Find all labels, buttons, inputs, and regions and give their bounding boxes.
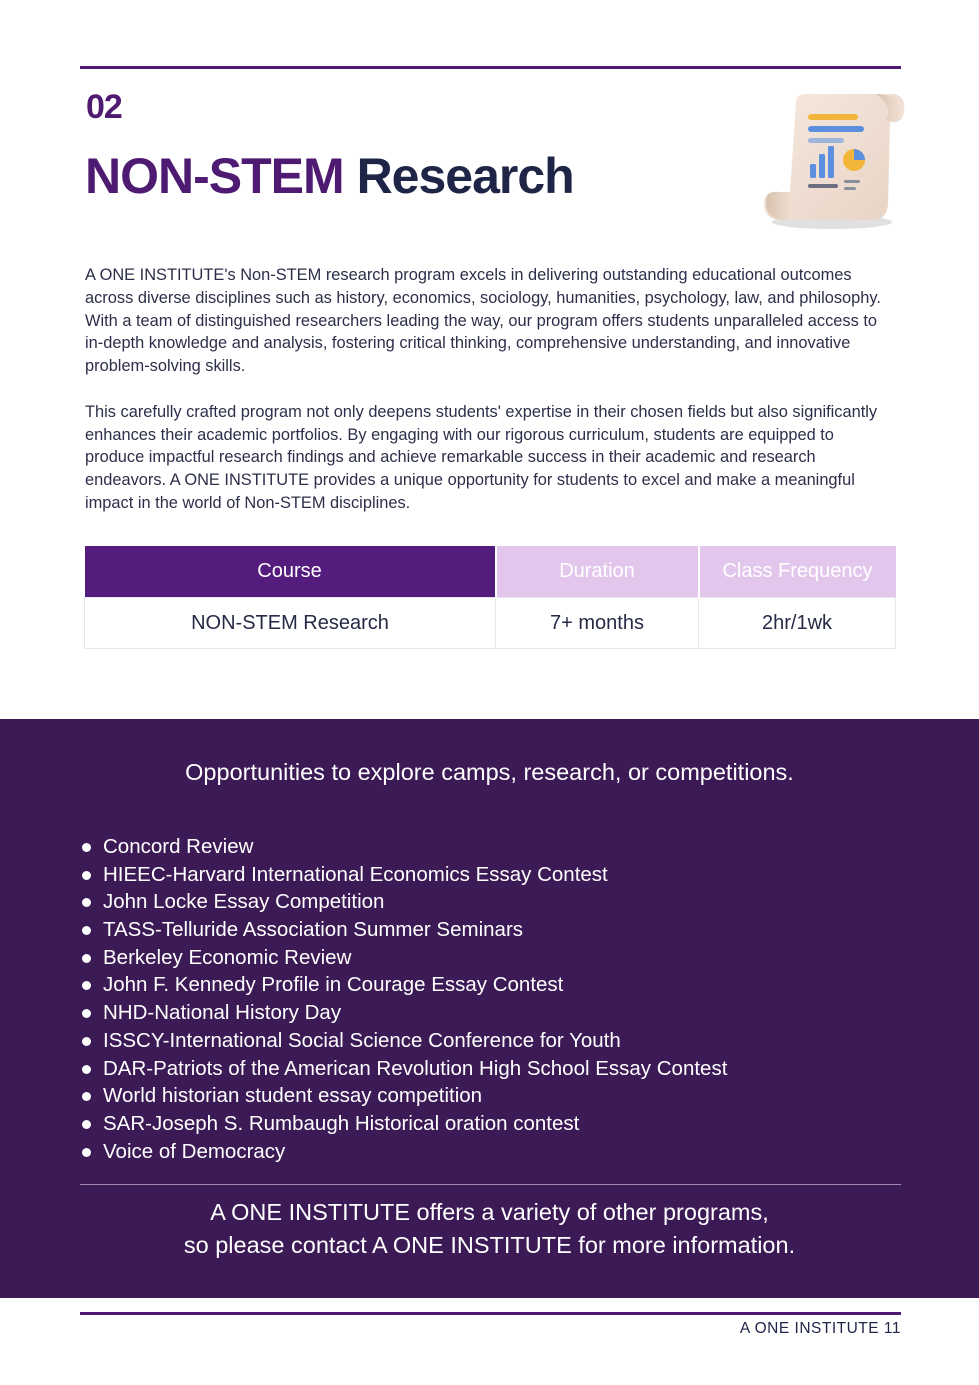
bullet-icon — [82, 1009, 91, 1018]
list-item — [80, 1027, 727, 1055]
list-item — [80, 1138, 727, 1166]
list-item-label: John F. Kennedy Profile in Courage Essay Contest — [103, 973, 564, 997]
bullet-icon — [82, 954, 91, 963]
page-title-accent: NON-STEM — [85, 148, 344, 204]
list-item — [80, 999, 727, 1027]
list-item — [80, 1110, 727, 1138]
bullet-icon — [82, 981, 91, 990]
page-footer-label: A ONE INSTITUTE 11 — [739, 1320, 901, 1337]
list-item — [80, 944, 727, 972]
list-item-label: DAR-Patriots of the American Revolution High School Essay Contest — [103, 1056, 728, 1080]
list-item — [80, 888, 727, 916]
cell-class-frequency: 2hr/1wk — [699, 598, 896, 649]
bullet-icon — [82, 1148, 91, 1157]
list-item — [80, 971, 727, 999]
list-item-label: Berkeley Economic Review — [103, 945, 352, 969]
cell-duration: 7+ months — [496, 598, 699, 649]
bullet-icon — [82, 1120, 91, 1129]
intro-paragraph-1: A ONE INSTITUTE's Non-STEM research program excels in delivering outstanding educational outcomes across diverse disciplines such as history, economics, sociology, humanities, psychology, law, and philosophy. With a team of distinguished researchers leading the way, our program offers students unparalleled access to in-depth knowledge and analysis, fostering critical thinking, comprehensive understanding, and innovative problem-solving skills. — [85, 266, 881, 376]
list-item-label: TASS-Telluride Association Summer Seminars — [103, 918, 524, 942]
list-item-label: HIEEC-Harvard International Economics Essay Contest — [103, 862, 608, 886]
report-scroll-icon — [756, 92, 908, 232]
list-item-label: John Locke Essay Competition — [103, 890, 385, 914]
header-class-frequency: Class Frequency — [699, 546, 896, 598]
cell-course: NON-STEM Research — [85, 598, 496, 649]
list-item-label: Voice of Democracy — [103, 1139, 286, 1163]
top-divider — [80, 66, 901, 69]
header-duration: Duration — [496, 546, 699, 598]
bullet-icon — [82, 926, 91, 935]
list-item — [80, 1082, 727, 1110]
list-item-label: NHD-National History Day — [103, 1001, 342, 1025]
opportunities-list — [80, 833, 727, 1165]
header-course: Course — [85, 546, 496, 598]
course-table — [84, 546, 896, 649]
opportunities-panel — [0, 719, 979, 1298]
table-row — [85, 598, 896, 649]
list-item — [80, 833, 727, 861]
opportunities-footer-line-2: so please contact A ONE INSTITUTE for more information. — [183, 1231, 796, 1258]
list-item — [80, 861, 727, 889]
page-title-rest: Research — [356, 148, 574, 204]
opportunities-footer — [0, 1196, 979, 1261]
list-item — [80, 916, 727, 944]
bullet-icon — [82, 898, 91, 907]
list-item-label: World historian student essay competition — [103, 1084, 483, 1108]
table-header-row — [85, 546, 896, 598]
section-number: 02 — [86, 88, 122, 126]
bottom-divider — [80, 1312, 901, 1315]
intro-paragraph-2: This carefully crafted program not only deepens students' expertise in their chosen fields but also significantly enhances their academic portfolios. By engaging with our rigorous curriculum, students are equipped to produce impactful research findings and achieve remarkable success in their academic and research endeavors. A ONE INSTITUTE provides a unique opportunity for students to excel and make a meaningful impact in the world of Non-STEM disciplines. — [85, 402, 878, 512]
page-title — [85, 142, 574, 210]
bullet-icon — [82, 843, 91, 852]
bullet-icon — [82, 1037, 91, 1046]
bullet-icon — [82, 1092, 91, 1101]
intro-text — [85, 264, 890, 538]
list-item — [80, 1055, 727, 1083]
opportunities-heading: Opportunities to explore camps, research, or competitions. — [185, 759, 794, 785]
list-item-label: SAR-Joseph S. Rumbaugh Historical oration contest — [103, 1111, 580, 1135]
opportunities-footer-line-1: A ONE INSTITUTE offers a variety of other programs, — [210, 1199, 769, 1225]
bullet-icon — [82, 1065, 91, 1074]
list-item-label: Concord Review — [103, 835, 254, 858]
bullet-icon — [82, 871, 91, 880]
list-item-label: ISSCY-International Social Science Conference for Youth — [103, 1028, 621, 1052]
opportunities-divider — [80, 1184, 901, 1185]
